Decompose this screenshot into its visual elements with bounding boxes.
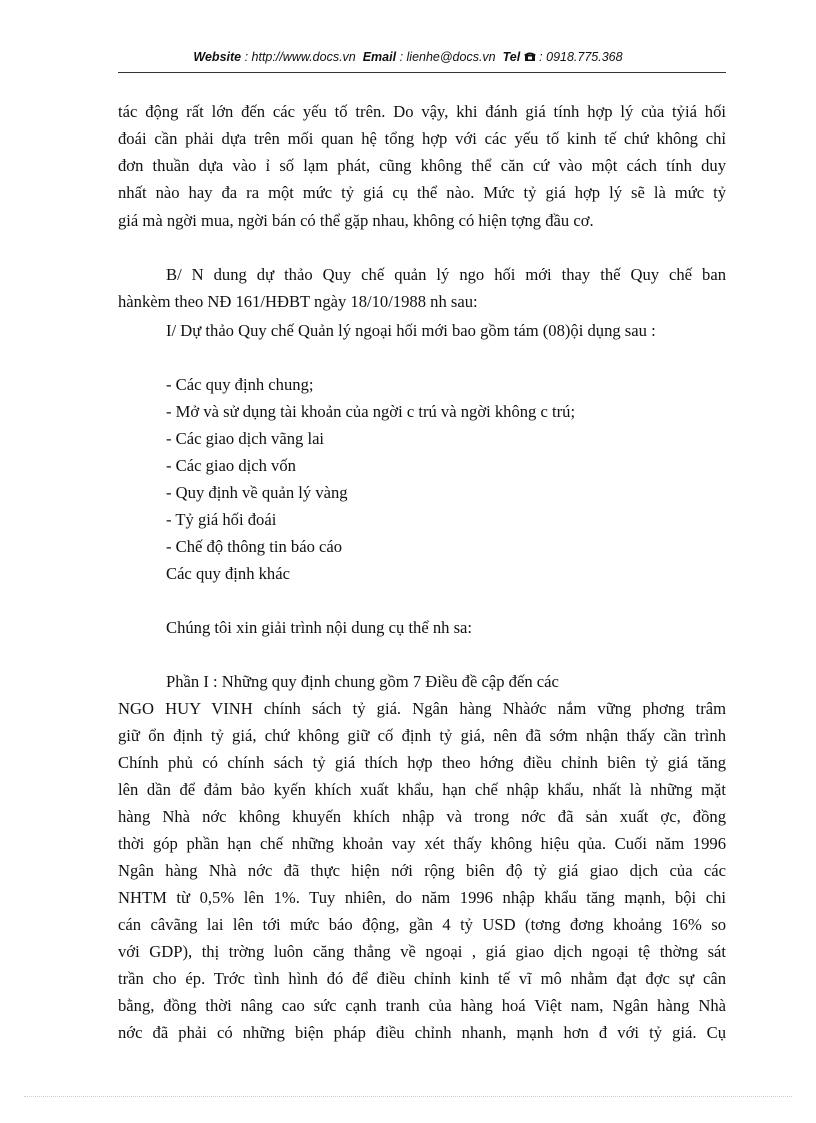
section-heading: Phần I : Những quy định chung gồm 7 Điều đề cập đến các <box>166 672 559 691</box>
list-item: Các quy định khác <box>166 564 290 583</box>
list-item: - Tỷ giá hối đoái <box>166 510 277 529</box>
list-item: - Các quy định chung; <box>166 375 314 394</box>
paragraph-line: đơn thuần dựa vào ỉ số lạm phát, cũng không thể căn cứ vào một cách tính duy <box>118 156 726 175</box>
paragraph-line: Ngân hàng Nhà nớc đã thực hiện nới rộng biên độ tỷ giá giao dịch của các <box>118 861 726 880</box>
phone-icon <box>524 51 536 65</box>
list-item: - Các giao dịch vãng lai <box>166 429 325 448</box>
paragraph-line: đoái cần phải dựa trên mối quan hệ tổng hợp với các yếu tố kinh tế chứ không chỉ <box>118 129 726 148</box>
paragraph-line: tác động rất lớn đến các yếu tố trên. Do vậy, khi đánh giá tính hợp lý của tỷiá hối <box>118 102 726 121</box>
paragraph-line: NGO HUY VINH chính sách tỷ giá. Ngân hàng Nhàớc nắm vững phơng trâm <box>118 699 726 718</box>
paragraph-line: hàng Nhà nớc không khuyến khích nhập và trong nớc đã sản xuất ợc, đồng <box>118 807 726 826</box>
paragraph-line: hànkèm theo NĐ 161/HĐBT ngày 18/10/1988 nh sau: <box>118 292 478 311</box>
paragraph-line: nớc đã phải có những biện pháp điều chỉnh nhanh, mạnh hơn đ với tỷ giá. Cụ <box>118 1023 726 1042</box>
section-heading: I/ Dự thảo Quy chế Quản lý ngoại hối mới bao gồm tám (08)ội dụng sau : <box>166 321 656 340</box>
website-label: Website <box>193 50 242 64</box>
paragraph-line: trần cho ép. Trớc tình hình đó để điều chỉnh kinh tế vĩ mô nhằm đạt đợc sự cân <box>118 969 726 988</box>
paragraph-line: lên dần để đảm bảo kyến khích xuất khẩu, hạn chế nhập khẩu, nhất là những mặt <box>118 780 726 799</box>
paragraph-line: Chúng tôi xin giải trình nội dung cụ thể nh sa: <box>166 618 473 637</box>
paragraph-line: nhất nào hay đa ra một mức tỷ giá cụ thể nào. Mức tỷ giá hợp lý sẽ là mức tỷ <box>118 183 726 202</box>
list-item: - Các giao dịch vốn <box>166 456 296 475</box>
header-divider <box>118 72 726 73</box>
paragraph-line: bằng, đồng thời nâng cao sức cạnh tranh của hàng hoá Việt nam, Ngân hàng Nhà <box>118 996 726 1015</box>
tel-value: : 0918.775.368 <box>539 50 623 64</box>
page-bottom-divider <box>24 1096 792 1097</box>
tel-label: Tel <box>502 50 521 64</box>
paragraph-line: thời góp phần hạn chế những khoản vay xét thấy không hiệu qủa. Cuối năm 1996 <box>118 834 726 853</box>
paragraph-line: B/ N dung dự thảo Quy chế quản lý ngo hối mới thay thế Quy chế ban <box>166 265 726 284</box>
email-value[interactable]: : lienhe@docs.vn <box>399 50 496 64</box>
paragraph-line: giữ ổn định tỷ giá, chứ không giữ cố định tỷ giá, nên đã sớm nhận thấy cần trình <box>118 726 726 745</box>
email-label: Email <box>362 50 397 64</box>
list-item: - Quy định về quản lý vàng <box>166 483 348 502</box>
page-header <box>0 50 816 65</box>
paragraph-line: cán câvãng lai lên tới mức báo động, gần 4 tỷ USD (tơng đơng khoảng 16% so <box>118 915 726 934</box>
paragraph-line: Chính phủ có chính sách tỷ giá thích hợp theo hớng điều chỉnh biên tỷ giá tăng <box>118 753 726 772</box>
website-url[interactable]: : http://www.docs.vn <box>244 50 356 64</box>
paragraph-line: NHTM từ 0,5% lên 1%. Tuy nhiên, do năm 1996 nhập khẩu tăng mạnh, bội chi <box>118 888 726 907</box>
list-item: - Mở và sử dụng tài khoản của ngời c trú và ngời không c trú; <box>166 402 576 421</box>
paragraph-line: giá mà ngời mua, ngời bán có thể gặp nhau, không có hiện tợng đầu cơ. <box>118 211 594 230</box>
paragraph-line: với GDP), thị trờng luôn căng thẳng về ngoại , giá giao dịch ngoại tệ thờng sát <box>118 942 726 961</box>
list-item: - Chế độ thông tin báo cáo <box>166 537 343 556</box>
